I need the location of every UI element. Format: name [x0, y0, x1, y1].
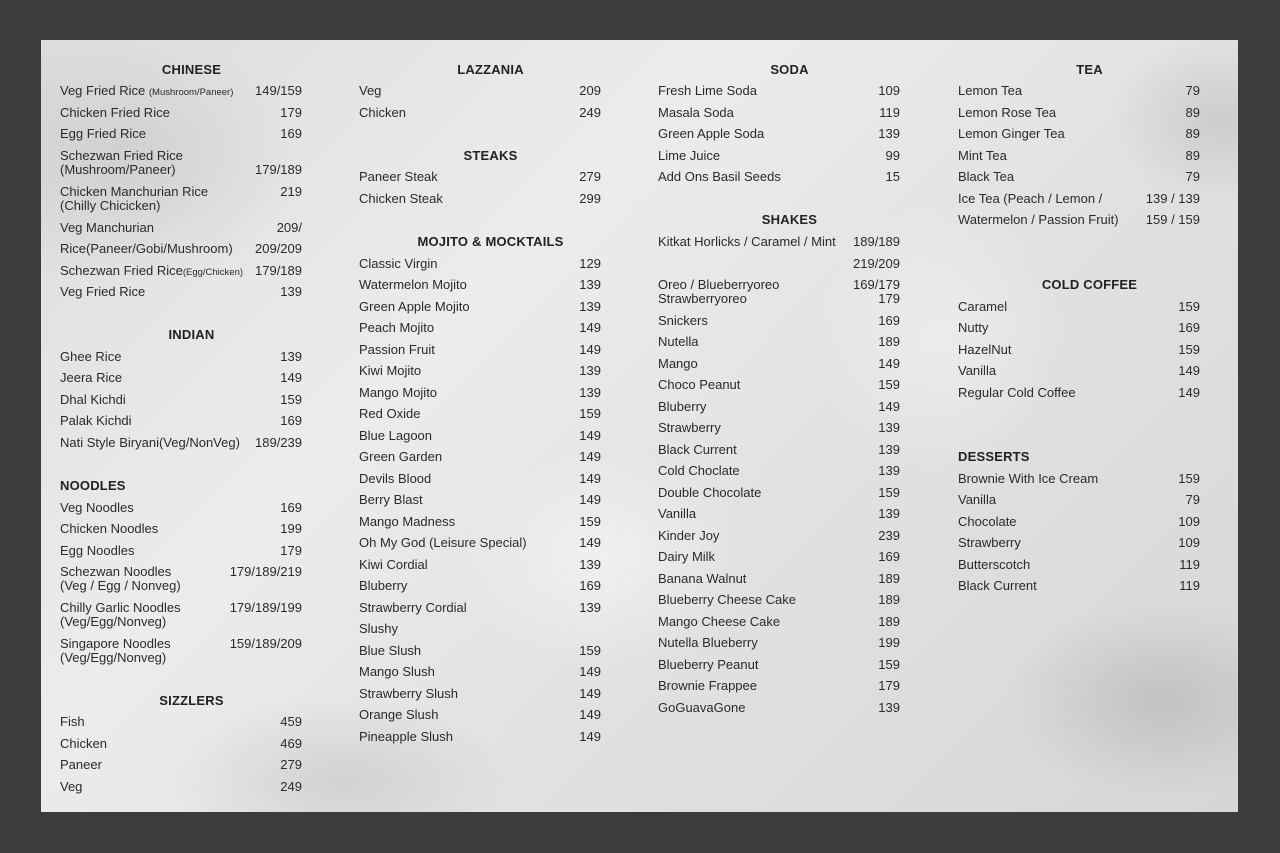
item-name: Masala Soda: [658, 105, 734, 120]
item-price: 189: [878, 571, 900, 586]
item-name: Blueberry Cheese Cake: [658, 592, 797, 607]
item-price: 159: [579, 643, 601, 658]
item-name: Veg Manchurian: [60, 220, 154, 235]
item-name: Egg Noodles: [60, 543, 135, 558]
item-price: 109: [878, 83, 900, 98]
item-name: Veg Fried Rice: [60, 83, 146, 98]
item-price: 149: [280, 370, 302, 385]
item-name: Black Tea: [958, 169, 1015, 184]
item-name: Mango: [658, 356, 698, 371]
item-price: 179: [280, 105, 302, 120]
item-name: Watermelon / Passion Fruit): [958, 212, 1119, 227]
item-price: 159: [878, 485, 900, 500]
item-name: Green Apple Soda: [658, 126, 765, 141]
item-note: (Mushroom/Paneer): [60, 162, 176, 177]
item-price: 79: [1185, 83, 1200, 98]
item-name: Kinder Joy: [658, 528, 720, 543]
item-name: Lemon Rose Tea: [958, 105, 1057, 120]
item-name: GoGuavaGone: [658, 700, 746, 715]
item-name: Vanilla: [658, 506, 697, 521]
item-price: 119: [1179, 557, 1200, 572]
item-name: Chilly Garlic Noodles: [60, 600, 181, 615]
item-price: 159: [280, 392, 302, 407]
section-title-indian: INDIAN: [168, 327, 215, 342]
item-price: 139: [878, 420, 900, 435]
item-price: 119: [1179, 578, 1200, 593]
item-name: Chicken Steak: [359, 191, 443, 206]
item-note: (Veg / Egg / Nonveg): [60, 578, 181, 593]
item-name: Butterscotch: [958, 557, 1031, 572]
item-price: 149: [1178, 363, 1200, 378]
item-price: 149: [579, 535, 601, 550]
item-price: 189/239: [255, 435, 302, 450]
item-price: 209/: [276, 220, 302, 235]
item-price: 279: [579, 169, 601, 184]
item-price: 149: [579, 449, 601, 464]
item-name: Mint Tea: [958, 148, 1007, 163]
item-name: Veg Noodles: [60, 500, 134, 515]
item-name: Schezwan Noodles: [60, 564, 172, 579]
item-name: Brownie Frappee: [658, 678, 757, 693]
section-title-lazzania: LAZZANIA: [457, 62, 524, 77]
section-title-cold-coffee: COLD COFFEE: [1041, 277, 1138, 292]
item-price: 139: [579, 600, 601, 615]
item-price: 139: [579, 277, 601, 292]
item-name: Banana Walnut: [658, 571, 747, 586]
item-price: 149: [579, 664, 601, 679]
item-name: Strawberry: [658, 420, 721, 435]
item-price: 459: [280, 714, 302, 729]
item-price: 139: [878, 463, 900, 478]
item-name: Fresh Lime Soda: [658, 83, 757, 98]
item-name: Chicken Noodles: [60, 521, 159, 536]
item-name: Singapore Noodles: [60, 636, 171, 651]
item-price: 189: [878, 334, 900, 349]
item-name: Vanilla: [958, 363, 997, 378]
item-name: Kiwi Cordial: [359, 557, 428, 572]
item-price: 169: [878, 549, 900, 564]
item-price: 189/189: [853, 234, 900, 249]
item-price: 159: [878, 377, 900, 392]
item-name: Classic Virgin: [359, 256, 438, 271]
item-price: 169: [280, 413, 302, 428]
item-price: 219: [280, 184, 302, 199]
item-price: 129: [579, 256, 601, 271]
section-title-chinese: CHINESE: [161, 62, 222, 77]
item-price: 189: [878, 614, 900, 629]
item-price: 249: [280, 779, 302, 794]
item-name: Nati Style Biryani(Veg/NonVeg): [60, 435, 240, 450]
item-price: 139: [579, 299, 601, 314]
item-price: 169: [878, 313, 900, 328]
section-title-noodles: NOODLES: [60, 478, 126, 493]
item-name: Nutty: [958, 320, 989, 335]
item-name: Blue Slush: [359, 643, 422, 658]
item-price: 199: [878, 635, 900, 650]
item-name: Black Current: [658, 442, 737, 457]
item-price: 149: [579, 729, 601, 744]
item-name: Kitkat Horlicks / Caramel / Mint: [658, 234, 836, 249]
item-price: 159/189/209: [229, 636, 302, 651]
item-price: 99: [885, 148, 900, 163]
item-name: Lime Juice: [658, 148, 721, 163]
item-price: 299: [579, 191, 601, 206]
item-price: 179: [280, 543, 302, 558]
section-title-tea: TEA: [1076, 62, 1103, 77]
item-name: Bluberry: [359, 578, 408, 593]
item-name: Veg: [60, 779, 83, 794]
item-name: Veg: [359, 83, 382, 98]
item-price: 169: [1178, 320, 1200, 335]
item-name: Lemon Ginger Tea: [958, 126, 1065, 141]
item-price: 159: [579, 406, 601, 421]
item-name: Strawberry Cordial: [359, 600, 467, 615]
item-name: Lemon Tea: [958, 83, 1023, 98]
item-name: Oh My God (Leisure Special): [359, 535, 527, 550]
item-price: 209: [579, 83, 601, 98]
item-price: 149: [579, 428, 601, 443]
item-name: Caramel: [958, 299, 1008, 314]
item-name: Vanilla: [958, 492, 997, 507]
item-name: Schezwan Fried Rice: [60, 263, 183, 278]
item-price: 139: [878, 126, 900, 141]
item-price: 179: [878, 291, 900, 306]
item-price: 139: [878, 700, 900, 715]
item-price: 109: [1178, 514, 1200, 529]
item-price: 179: [878, 678, 900, 693]
item-price: 15: [885, 169, 900, 184]
item-name: Veg Fried Rice: [60, 284, 146, 299]
item-price: 199: [280, 521, 302, 536]
item-note: (Mushroom/Paneer): [148, 87, 234, 98]
item-price: 179/189/219: [229, 564, 302, 579]
item-note: (Chilly Chicicken): [60, 198, 161, 213]
item-price: 139: [579, 385, 601, 400]
item-name: Fish: [60, 714, 85, 729]
item-price: 149: [1178, 385, 1200, 400]
item-price: 179/189/199: [229, 600, 302, 615]
item-price: 139 / 139: [1145, 191, 1200, 206]
section-title-mojito: MOJITO & MOCKTAILS: [417, 234, 564, 249]
item-name: Strawberry Slush: [359, 686, 458, 701]
item-name: Add Ons Basil Seeds: [658, 169, 781, 184]
item-price: 169/179: [853, 277, 900, 292]
item-name: Oreo / Blueberryoreo: [658, 277, 780, 292]
item-price: 79: [1185, 492, 1200, 507]
item-price: 159: [878, 657, 900, 672]
item-price: 149: [579, 686, 601, 701]
item-name: Paneer: [60, 757, 102, 772]
item-name: Jeera Rice: [60, 370, 123, 385]
item-name: Green Garden: [359, 449, 443, 464]
item-name: Dairy Milk: [658, 549, 716, 564]
item-price: 159: [579, 514, 601, 529]
item-name: Chocolate: [958, 514, 1017, 529]
item-price: 139: [280, 284, 302, 299]
item-name: Nutella: [658, 334, 699, 349]
item-price: 119: [879, 105, 900, 120]
item-name: Bluberry: [658, 399, 707, 414]
item-name: Green Apple Mojito: [359, 299, 470, 314]
item-note: (Egg/Chicken): [182, 267, 244, 278]
item-price: 149: [878, 399, 900, 414]
item-name: Schezwan Fried Rice: [60, 148, 183, 163]
item-price: 159: [1178, 471, 1200, 486]
item-name: Blueberry Peanut: [658, 657, 759, 672]
item-price: 139: [878, 442, 900, 457]
item-name: Chicken: [60, 736, 107, 751]
item-price: 149: [579, 471, 601, 486]
item-price: 149: [878, 356, 900, 371]
item-price: 179/189: [255, 263, 302, 278]
item-price: 89: [1185, 105, 1200, 120]
item-note: (Veg/Egg/Nonveg): [60, 650, 167, 665]
item-name: Mango Mojito: [359, 385, 438, 400]
item-note: (Veg/Egg/Nonveg): [60, 614, 167, 629]
item-name: Orange Slush: [359, 707, 439, 722]
item-name: Chicken Fried Rice: [60, 105, 170, 120]
item-name: Red Oxide: [359, 406, 421, 421]
item-name: Slushy: [359, 621, 399, 636]
item-name: Dhal Kichdi: [60, 392, 126, 407]
item-name: Pineapple Slush: [359, 729, 453, 744]
item-name: Cold Choclate: [658, 463, 740, 478]
item-name: Ghee Rice: [60, 349, 122, 364]
item-price: 219/209: [853, 256, 900, 271]
item-price: 149: [579, 492, 601, 507]
item-name: Blue Lagoon: [359, 428, 433, 443]
item-price: 169: [280, 126, 302, 141]
item-price: 169: [280, 500, 302, 515]
item-name: Brownie With Ice Cream: [958, 471, 1099, 486]
item-price: 189: [878, 592, 900, 607]
item-name: Ice Tea (Peach / Lemon /: [958, 191, 1103, 206]
item-name: Peach Mojito: [359, 320, 435, 335]
item-price: 239: [878, 528, 900, 543]
item-name: Berry Blast: [359, 492, 423, 507]
item-price: 159 / 159: [1145, 212, 1200, 227]
item-name: Chicken: [359, 105, 406, 120]
item-name: Mango Slush: [359, 664, 435, 679]
item-name: Double Chocolate: [658, 485, 762, 500]
item-price: 89: [1185, 148, 1200, 163]
section-title-steaks: STEAKS: [463, 148, 518, 163]
item-name: Regular Cold Coffee: [958, 385, 1076, 400]
item-price: 149: [579, 342, 601, 357]
item-name: Passion Fruit: [359, 342, 435, 357]
item-name: Paneer Steak: [359, 169, 438, 184]
item-name: Strawberry: [958, 535, 1021, 550]
item-name: Kiwi Mojito: [359, 363, 422, 378]
item-name: Palak Kichdi: [60, 413, 132, 428]
item-name: Mango Madness: [359, 514, 456, 529]
item-name: Mango Cheese Cake: [658, 614, 781, 629]
item-name: Snickers: [658, 313, 708, 328]
item-price: 149: [579, 707, 601, 722]
item-price: 149: [579, 320, 601, 335]
item-name: Chicken Manchurian Rice: [60, 184, 209, 199]
section-title-sizzlers: SIZZLERS: [159, 693, 224, 708]
item-price: 159: [1178, 299, 1200, 314]
menu-sheet: [41, 40, 1238, 812]
item-name: Black Current: [958, 578, 1037, 593]
item-price: 89: [1185, 126, 1200, 141]
item-name: Devils Blood: [359, 471, 432, 486]
item-price: 249: [579, 105, 601, 120]
item-name: HazelNut: [958, 342, 1012, 357]
item-price: 109: [1178, 535, 1200, 550]
section-title-soda: SODA: [770, 62, 809, 77]
item-price: 469: [280, 736, 302, 751]
item-name: Watermelon Mojito: [359, 277, 467, 292]
item-name: Egg Fried Rice: [60, 126, 146, 141]
item-price: 169: [579, 578, 601, 593]
item-price: 79: [1185, 169, 1200, 184]
item-name: Choco Peanut: [658, 377, 741, 392]
item-price: 139: [878, 506, 900, 521]
item-name: Nutella Blueberry: [658, 635, 758, 650]
item-price: 139: [579, 363, 601, 378]
item-price: 279: [280, 757, 302, 772]
item-price: 139: [579, 557, 601, 572]
item-price: 149/159: [255, 83, 302, 98]
section-title-shakes: SHAKES: [761, 212, 818, 227]
item-price: 139: [280, 349, 302, 364]
item-price: 209/209: [255, 241, 302, 256]
item-price: 159: [1178, 342, 1200, 357]
item-name: Rice(Paneer/Gobi/Mushroom): [60, 241, 233, 256]
item-price: 179/189: [255, 162, 302, 177]
item-name: Strawberryoreo: [658, 291, 747, 306]
section-title-desserts: DESSERTS: [958, 449, 1030, 464]
